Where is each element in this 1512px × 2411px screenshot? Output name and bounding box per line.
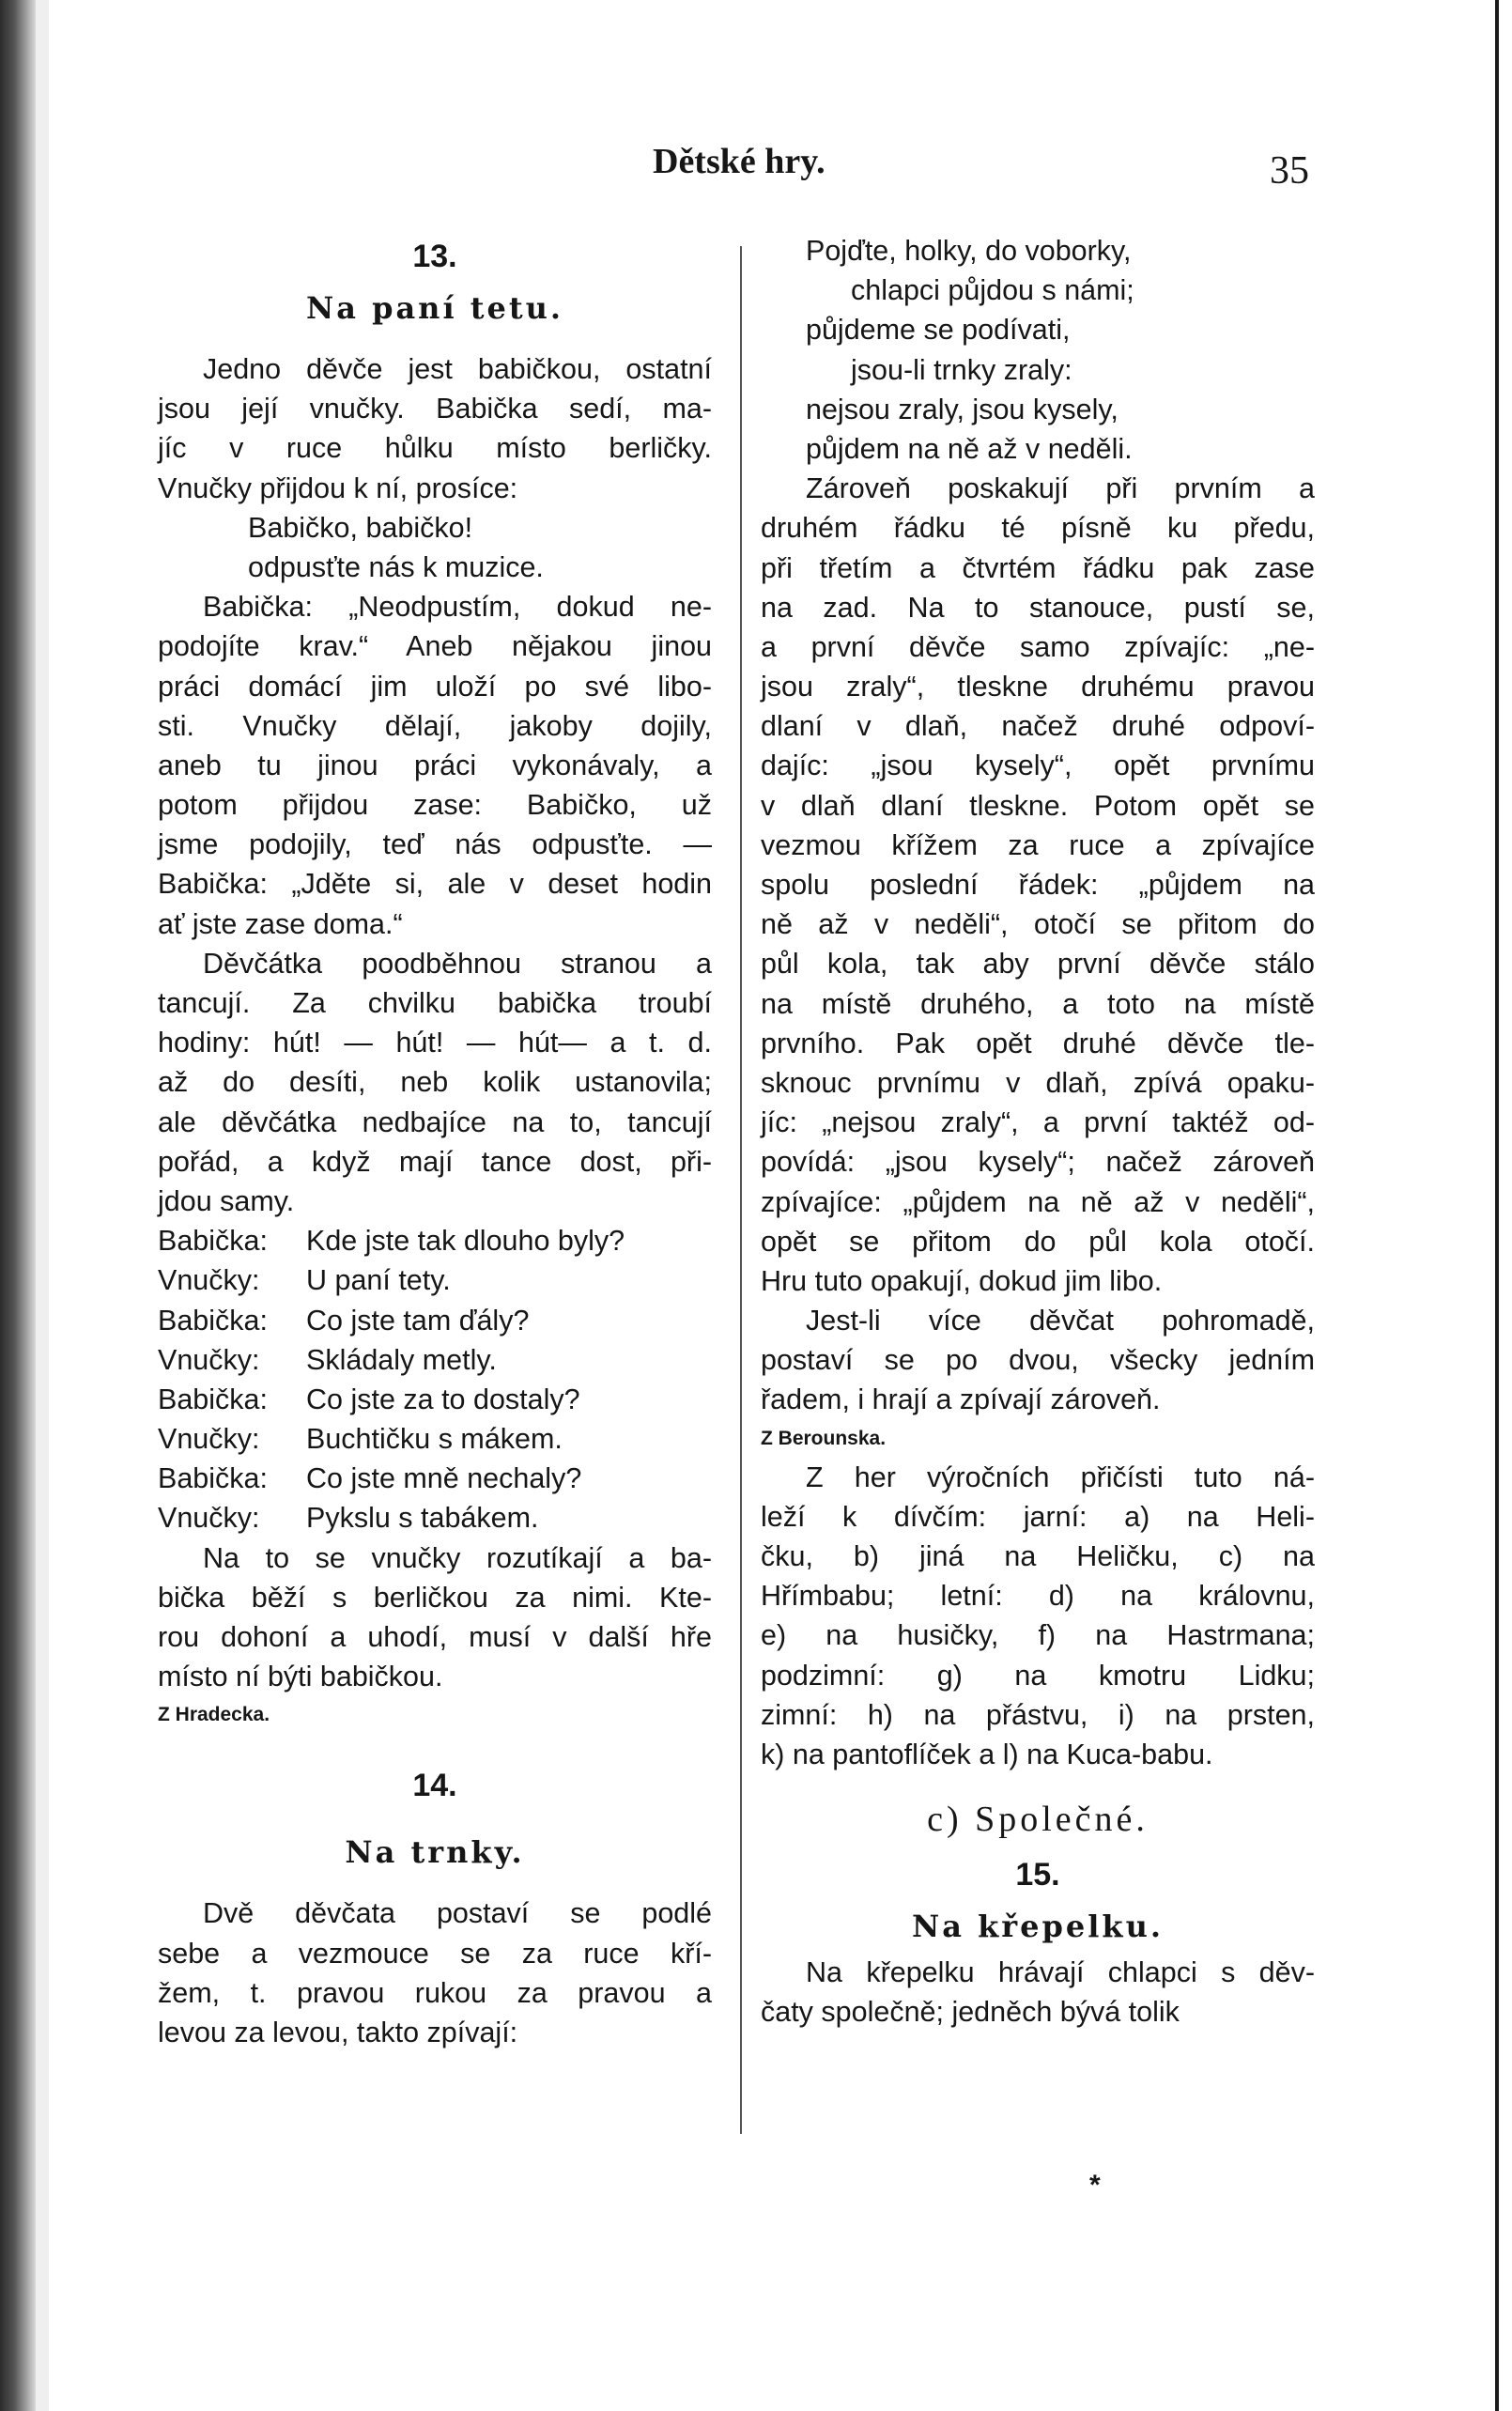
verse-line: chlapci půjdou s námi; [851, 274, 1134, 307]
text-line: sti. Vnučky dělají, jakoby dojily, [158, 709, 712, 742]
text-line: jsou její vnučky. Babička sedí, ma- [158, 393, 712, 425]
dialog-text: Kde jste tak dlouho byly? [306, 1225, 625, 1258]
signature-mark: * [1089, 2170, 1101, 2201]
verse-line: půjdem na ně až v neděli. [806, 432, 1133, 465]
text-line: dajíc: „jsou kysely“, opět prvnímu [761, 750, 1315, 782]
dialog-speaker: Vnučky: [158, 1343, 260, 1376]
text-line: Na křepelku hrávají chlapci s děv- [806, 1956, 1315, 1989]
section-14-number: 14. [412, 1768, 457, 1804]
paragraph-9 [761, 1953, 1315, 2032]
section-15-title: Na křepelku. [912, 1909, 1164, 1945]
dialog-row [158, 1498, 712, 1538]
text-line: dlaní v dlaň, načež druhé odpoví- [761, 710, 1315, 743]
text-line: hodiny: hút! — hút! — hút— a t. d. [158, 1027, 712, 1059]
section-13-title: Na paní tetu. [305, 290, 564, 326]
dialog-text: Co jste tam ďály? [306, 1304, 530, 1337]
text-line: spolu poslední řádek: „půjdem na [761, 869, 1315, 901]
dialog-text: Co jste za to dostaly? [306, 1383, 580, 1415]
page-header [0, 141, 1512, 197]
paragraph-1 [158, 349, 712, 508]
paragraph-4 [158, 1538, 712, 1697]
text-line: čaty společně; jedněch bývá tolik [761, 1996, 1180, 2029]
text-line: Zároveň poskakují při prvním a [806, 472, 1315, 505]
dialog-row [158, 1221, 712, 1260]
page-right-border [1495, 0, 1499, 2411]
text-line: práci domácí jim uloží po své libo- [158, 670, 712, 703]
text-line: jíc v ruce hůlku místo berličky. [158, 432, 712, 465]
text-line: ať jste zase doma.“ [158, 907, 403, 940]
text-line: v dlaň dlaní tleskne. Potom opět se [761, 789, 1315, 822]
text-line: a první děvče samo zpívajíc: „ne- [761, 630, 1315, 663]
text-line: při třetím a čtvrtém řádku pak zase [761, 551, 1315, 584]
verse-line: odpusťte nás k muzice. [248, 550, 544, 583]
text-line: Jedno děvče jest babičkou, ostatní [203, 353, 712, 385]
dialog-row [158, 1459, 712, 1498]
dialog-speaker: Babička: [158, 1304, 268, 1337]
paragraph-8 [761, 1458, 1315, 1775]
section-15-number: 15. [1015, 1857, 1060, 1893]
text-line: druhém řádku té písně ku předu, [761, 512, 1315, 545]
text-line: k) na pantoflíček a l) na Kuca-babu. [761, 1738, 1213, 1770]
text-line: leží k dívčím: jarní: a) na Heli- [761, 1500, 1315, 1533]
text-line: až do desíti, neb kolik ustanovila; [158, 1066, 712, 1099]
text-line: jíc: „nejsou zraly“, a první taktéž od- [761, 1106, 1315, 1139]
text-line: jsou zraly“, tleskne druhému pravou [761, 671, 1315, 703]
text-line: Děvčátka poodběhnou stranou a [203, 947, 712, 980]
text-line: jsme podojily, teď nás odpusťte. — [158, 828, 712, 861]
text-line: povídá: „jsou kysely“; načež zároveň [761, 1146, 1315, 1179]
page-number: 35 [1270, 149, 1309, 193]
source-note: Z Berounska. [761, 1427, 887, 1449]
paragraph-6 [761, 469, 1315, 1301]
text-line: žem, t. pravou rukou za pravou a [158, 1976, 712, 2009]
page-binding-edge [0, 0, 36, 2411]
paragraph-3 [158, 944, 712, 1221]
dialog-row [158, 1380, 712, 1419]
text-line: zpívajíce: „půjdem na ně až v neděli“, [761, 1185, 1315, 1218]
dialog-speaker: Vnučky: [158, 1264, 260, 1297]
dialog-speaker: Babička: [158, 1462, 268, 1495]
text-line: na zad. Na to stanouce, pustí se, [761, 591, 1315, 624]
text-line: zimní: h) na přástvu, i) na prsten, [761, 1698, 1315, 1731]
text-line: sknouc prvnímu v dlaň, zpívá opaku- [761, 1066, 1315, 1099]
text-line: Babička: „Jděte si, ale v deset hodin [158, 868, 712, 901]
text-line: aneb tu jinou práci vykonávaly, a [158, 749, 712, 781]
section-13-number: 13. [412, 239, 457, 274]
text-line: Jest-li více děvčat pohromadě, [806, 1305, 1315, 1337]
text-line: Babička: „Neodpustím, dokud ne- [203, 591, 712, 624]
dialog-text: Co jste mně nechaly? [306, 1462, 582, 1495]
verse-2 [761, 231, 1315, 469]
text-line: rou dohoní a uhodí, musí v další hře [158, 1621, 712, 1653]
dialog-row [158, 1419, 712, 1459]
text-line: Vnučky přijdou k ní, prosíce: [158, 471, 518, 504]
text-line: jdou samy. [158, 1184, 295, 1217]
text-line: řadem, i hrají a zpívají zároveň. [761, 1383, 1161, 1416]
text-line: pořád, a když mají tance dost, při- [158, 1145, 712, 1178]
text-line: prvního. Pak opět druhé děvče tle- [761, 1027, 1315, 1059]
verse-line: Pojďte, holky, do voborky, [806, 235, 1132, 267]
verse-line: půjdeme se podívati, [806, 314, 1071, 347]
dialog-text: Pykslu s tabákem. [306, 1502, 539, 1535]
text-line: podojíte krav.“ Aneb nějakou jinou [158, 630, 712, 663]
right-column [761, 231, 1315, 2032]
verse-line: nejsou zraly, jsou kysely, [806, 393, 1119, 425]
dialog-speaker: Babička: [158, 1225, 268, 1258]
text-line: ně až v neděli“, otočí se přitom do [761, 908, 1315, 941]
text-line: levou za levou, takto zpívají: [158, 2016, 518, 2048]
text-line: čku, b) jiná na Heličku, c) na [761, 1540, 1315, 1572]
page-binding-shadow [36, 0, 49, 2411]
section-14-title: Na trnky. [345, 1834, 525, 1871]
dialog-text: U paní tety. [306, 1264, 451, 1297]
text-line: postaví se po dvou, všecky jedním [761, 1344, 1315, 1377]
paragraph-7 [761, 1301, 1315, 1420]
text-line: bička běží s berličkou za nimi. Kte- [158, 1581, 712, 1614]
text-line: potom přijdou zase: Babičko, už [158, 789, 712, 822]
text-line: Hřímbabu; letní: d) na královnu, [761, 1580, 1315, 1613]
dialog-row [158, 1260, 712, 1300]
text-line: tancují. Za chvilku babička troubí [158, 987, 712, 1019]
text-line: Hru tuto opakují, dokud jim libo. [761, 1264, 1163, 1297]
dialog-row [158, 1340, 712, 1380]
verse-1 [158, 508, 712, 587]
text-line: na místě druhého, a toto na místě [761, 987, 1315, 1020]
verse-line: jsou-li trnky zraly: [851, 353, 1072, 386]
paragraph-5 [158, 1893, 712, 2052]
text-line: e) na husičky, f) na Hastrmana; [761, 1619, 1315, 1652]
dialog-row [158, 1301, 712, 1340]
dialog-speaker: Vnučky: [158, 1502, 260, 1535]
text-line: půl kola, tak aby první děvče stálo [761, 948, 1315, 981]
text-line: Dvě děvčata postaví se podlé [203, 1897, 712, 1930]
dialog-speaker: Babička: [158, 1383, 268, 1415]
paragraph-2 [158, 587, 712, 944]
running-head: Dětské hry. [653, 142, 825, 181]
text-line: vezmou křížem za ruce a zpívajíce [761, 828, 1315, 861]
dialog [158, 1221, 712, 1538]
text-line: Z her výročních přičísti tuto ná- [806, 1461, 1315, 1493]
source-note: Z Hradecka. [158, 1704, 270, 1726]
text-line: místo ní býti babičkou. [158, 1661, 443, 1693]
verse-line: Babičko, babičko! [248, 511, 473, 544]
dialog-text: Skládaly metly. [306, 1343, 497, 1376]
column-divider [740, 246, 742, 2134]
section-c-heading: c) Společné. [927, 1800, 1149, 1840]
dialog-speaker: Vnučky: [158, 1423, 260, 1456]
text-line: opět se přitom do půl kola otočí. [761, 1225, 1315, 1258]
text-line: sebe a vezmouce se za ruce kří- [158, 1937, 712, 1970]
text-line: Na to se vnučky rozutíkají a ba- [203, 1541, 712, 1574]
left-column [158, 231, 712, 2052]
text-line: podzimní: g) na kmotru Lidku; [761, 1659, 1315, 1692]
text-line: ale děvčátka nedbajíce na to, tancují [158, 1105, 712, 1138]
dialog-text: Buchtičku s mákem. [306, 1423, 563, 1456]
